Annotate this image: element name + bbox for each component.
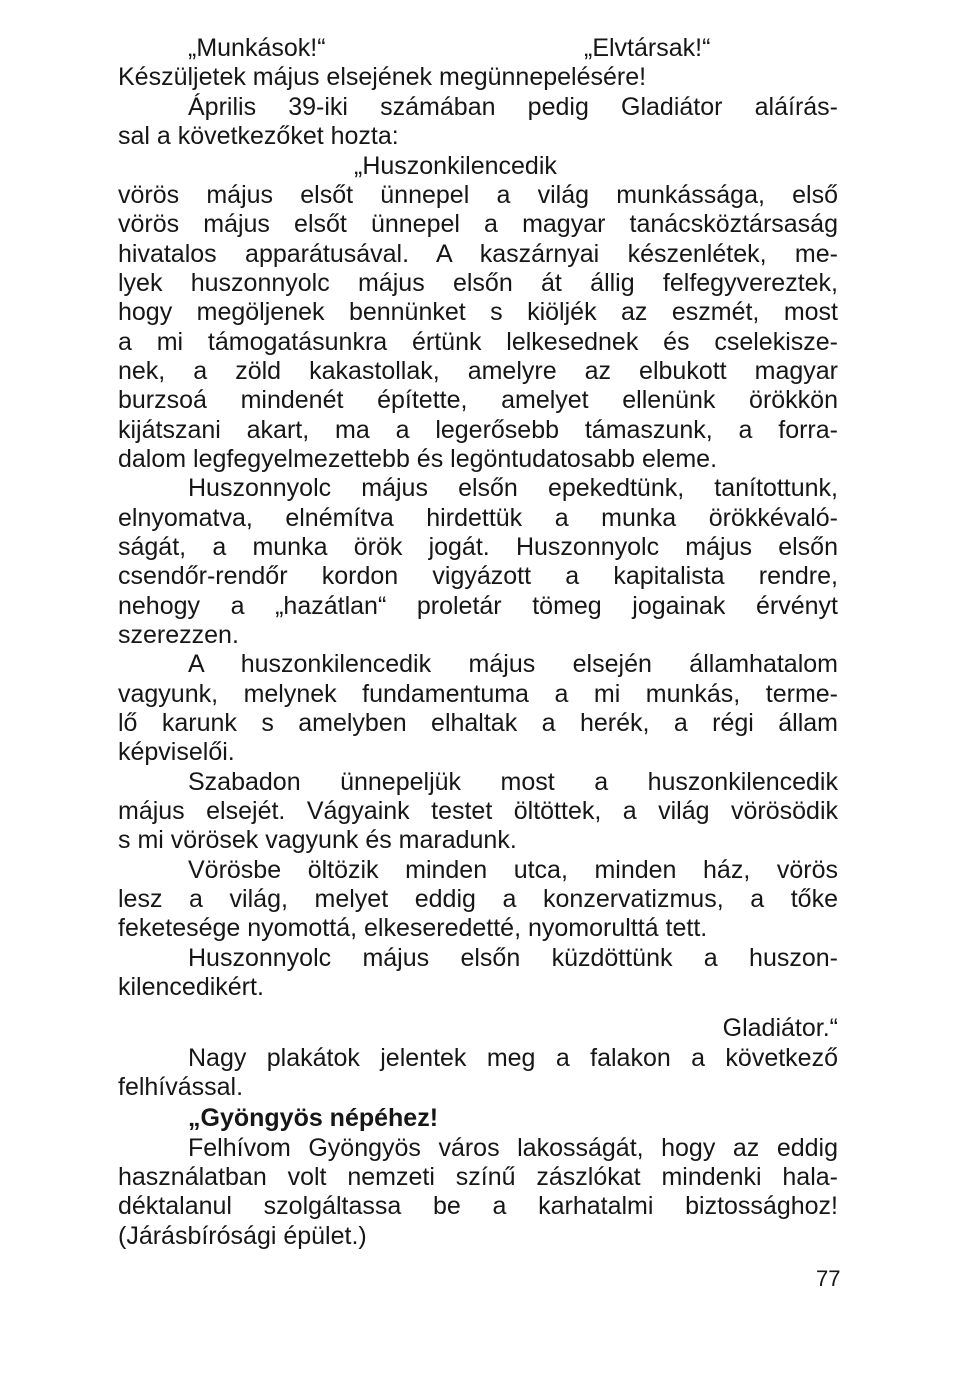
text-line: vörös május elsőt ünnepel a magyar tanácsköztársaság xyxy=(118,210,838,238)
poster-heading: „Gyöngyös népéhez! xyxy=(188,1104,439,1132)
text-line: vagyunk, melynek fundamentuma a mi munkás, terme- xyxy=(118,680,838,708)
text-line: ságát, a munka örök jogát. Huszonnyolc május elsőn xyxy=(118,533,838,561)
signature-gladiator: Gladiátor.“ xyxy=(722,1014,838,1042)
text-line: dalom legfegyelmezettebb és legöntudatosabb eleme. xyxy=(118,445,718,473)
text-line: Felhívom Gyöngyös város lakosságát, hogy az eddig xyxy=(188,1134,838,1162)
text-line: s mi vörösek vagyunk és maradunk. xyxy=(118,826,517,854)
text-line: elnyomatva, elnémítva hirdettük a munka örökkévaló- xyxy=(118,504,838,532)
text-line: déktalanul szolgáltassa be a karhatalmi biztossághoz! xyxy=(118,1192,838,1220)
text-line: csendőr-rendőr kordon vigyázott a kapitalista rendre, xyxy=(118,562,838,590)
text-line: Nagy plakátok jelentek meg a falakon a következő xyxy=(188,1044,838,1072)
text-line: feketesége nyomottá, elkeseredetté, nyomorulttá tett. xyxy=(118,914,708,942)
text-line: nehogy a „hazátlan“ proletár tömeg jogainak érvényt xyxy=(118,592,838,620)
text-line: Huszonnyolc május elsőn küzdöttünk a huszon- xyxy=(188,944,838,972)
text-line: (Járásbírósági épület.) xyxy=(118,1222,367,1250)
text-line: burzsoá mindenét építette, amelyet ellenünk örökkön xyxy=(118,386,838,414)
quote-heading: „Huszonkilencedik xyxy=(354,152,557,180)
text-line: nek, a zöld kakastollak, amelyre az elbukott magyar xyxy=(118,357,838,385)
text-line: lesz a világ, melyet eddig a konzervatizmus, a tőke xyxy=(118,885,838,913)
document-page xyxy=(118,34,841,1364)
text-line: hivatalos apparátusával. A kaszárnyai készenlétek, me- xyxy=(118,240,838,268)
text-line: Vörösbe öltözik minden utca, minden ház, vörös xyxy=(188,856,838,884)
text-line: Készüljetek május elsejének megünnepelésére! xyxy=(118,63,647,91)
text-line: szerezzen. xyxy=(118,621,239,649)
page-number: 77 xyxy=(816,1266,841,1291)
text-line: felhívással. xyxy=(118,1073,244,1101)
header-munkasok: „Munkások!“ xyxy=(188,34,326,62)
text-line: sal a következőket hozta: xyxy=(118,122,399,150)
text-line: vörös május elsőt ünnepel a világ munkássága, első xyxy=(118,181,838,209)
text-line: május elsejét. Vágyaink testet öltöttek, a világ vörösödik xyxy=(118,797,838,825)
text-line: Április 39-iki számában pedig Gladiátor aláírás- xyxy=(188,93,838,121)
header-elvtarsak: „Elvtársak!“ xyxy=(584,34,711,62)
text-line: a mi támogatásunkra értünk lelkesednek és cselekisze- xyxy=(118,328,838,356)
text-line: lő karunk s amelyben elhaltak a herék, a régi állam xyxy=(118,709,838,737)
text-line: Huszonnyolc május elsőn epekedtünk, tanítottunk, xyxy=(188,474,838,502)
text-line: kijátszani akart, ma a legerősebb támaszunk, a forra- xyxy=(118,416,838,444)
text-line: lyek huszonnyolc május elsőn át állig felfegyvereztek, xyxy=(118,269,838,297)
text-line: képviselői. xyxy=(118,738,235,766)
text-line: hogy megöljenek bennünket s kiöljék az eszmét, most xyxy=(118,298,838,326)
text-line: kilencedikért. xyxy=(118,973,264,1001)
text-line: Szabadon ünnepeljük most a huszonkilencedik xyxy=(188,768,838,796)
text-line: A huszonkilencedik május elsején államhatalom xyxy=(188,650,838,678)
text-line: használatban volt nemzeti színű zászlókat mindenki hala- xyxy=(118,1163,838,1191)
